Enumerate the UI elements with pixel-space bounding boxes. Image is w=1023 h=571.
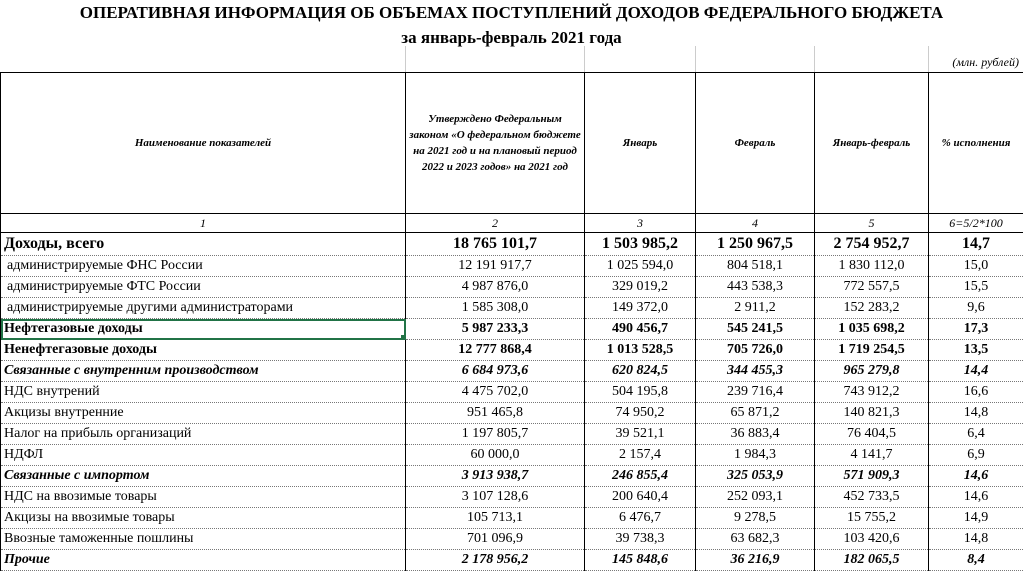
row-name-cell[interactable]: Акцизы на ввозимые товары (1, 508, 406, 529)
percent-cell[interactable]: 14,4 (929, 361, 1023, 382)
percent-cell[interactable]: 14,6 (929, 487, 1023, 508)
row-name-cell[interactable]: Акцизы внутренние (1, 403, 406, 424)
jan-feb-cell[interactable]: 152 283,2 (815, 298, 929, 319)
header-cell-janfeb[interactable]: Январь-февраль (815, 73, 929, 214)
february-cell[interactable]: 705 726,0 (696, 340, 815, 361)
approved-cell[interactable]: 105 713,1 (406, 508, 585, 529)
february-cell[interactable]: 36 216,9 (696, 550, 815, 571)
january-cell[interactable]: 6 476,7 (585, 508, 696, 529)
jan-feb-cell[interactable]: 4 141,7 (815, 445, 929, 466)
jan-feb-cell[interactable]: 1 830 112,0 (815, 256, 929, 277)
table-row (1, 298, 1023, 319)
header-cell-approved[interactable]: Утверждено Федеральным законом «О федеральном бюджете на 2021 год и на плановый период 2022 и 2023 годов» на 2021 год (406, 73, 585, 214)
empty-cells-area (0, 46, 1023, 72)
percent-cell[interactable]: 14,7 (929, 233, 1023, 256)
approved-cell[interactable]: 12 777 868,4 (406, 340, 585, 361)
table-row (1, 466, 1023, 487)
row-name-cell[interactable]: Ненефтегазовые доходы (1, 340, 406, 361)
row-name-cell[interactable]: Доходы, всего (1, 233, 406, 256)
row-name-cell[interactable]: Связанные с импортом (1, 466, 406, 487)
february-cell[interactable]: 239 716,4 (696, 382, 815, 403)
column-number-cell[interactable]: 5 (815, 214, 929, 233)
approved-cell[interactable]: 18 765 101,7 (406, 233, 585, 256)
revenue-table (0, 72, 1023, 571)
column-number-cell[interactable]: 3 (585, 214, 696, 233)
row-name-cell[interactable]: администрируемые другими администраторами (1, 298, 406, 319)
row-name-cell[interactable]: Нефтегазовые доходы (1, 319, 406, 340)
approved-cell[interactable]: 701 096,9 (406, 529, 585, 550)
jan-feb-cell[interactable]: 140 821,3 (815, 403, 929, 424)
approved-cell[interactable]: 951 465,8 (406, 403, 585, 424)
january-cell[interactable]: 74 950,2 (585, 403, 696, 424)
percent-cell[interactable]: 14,8 (929, 403, 1023, 424)
row-name-cell[interactable]: администрируемые ФТС России (1, 277, 406, 298)
february-cell[interactable]: 36 883,4 (696, 424, 815, 445)
february-cell[interactable]: 1 250 967,5 (696, 233, 815, 256)
percent-cell[interactable]: 15,5 (929, 277, 1023, 298)
percent-cell[interactable]: 16,6 (929, 382, 1023, 403)
percent-cell[interactable]: 6,4 (929, 424, 1023, 445)
approved-cell[interactable]: 60 000,0 (406, 445, 585, 466)
table-row (1, 508, 1023, 529)
row-name-cell[interactable]: НДФЛ (1, 445, 406, 466)
february-cell[interactable]: 252 093,1 (696, 487, 815, 508)
february-cell[interactable]: 63 682,3 (696, 529, 815, 550)
jan-feb-cell[interactable]: 772 557,5 (815, 277, 929, 298)
percent-cell[interactable]: 14,9 (929, 508, 1023, 529)
january-cell[interactable]: 1 013 528,5 (585, 340, 696, 361)
jan-feb-cell[interactable]: 965 279,8 (815, 361, 929, 382)
january-cell[interactable]: 504 195,8 (585, 382, 696, 403)
fill-handle[interactable] (401, 335, 406, 340)
approved-cell[interactable]: 4 475 702,0 (406, 382, 585, 403)
table-row (1, 529, 1023, 550)
report-title: ОПЕРАТИВНАЯ ИНФОРМАЦИЯ ОБ ОБЪЕМАХ ПОСТУПЛЕНИЙ ДОХОДОВ ФЕДЕРАЛЬНОГО БЮДЖЕТА (79, 3, 944, 22)
table-row (1, 340, 1023, 361)
february-cell[interactable]: 325 053,9 (696, 466, 815, 487)
table-row (1, 403, 1023, 424)
approved-cell[interactable]: 3 107 128,6 (406, 487, 585, 508)
table-row (1, 382, 1023, 403)
february-cell[interactable]: 65 871,2 (696, 403, 815, 424)
table-row (1, 487, 1023, 508)
row-name-cell[interactable]: Ввозные таможенные пошлины (1, 529, 406, 550)
february-cell[interactable]: 1 984,3 (696, 445, 815, 466)
table-row (1, 256, 1023, 277)
january-cell[interactable]: 246 855,4 (585, 466, 696, 487)
approved-cell[interactable]: 4 987 876,0 (406, 277, 585, 298)
january-cell[interactable]: 620 824,5 (585, 361, 696, 382)
header-row (1, 73, 1023, 214)
approved-cell[interactable]: 12 191 917,7 (406, 256, 585, 277)
percent-cell[interactable]: 9,6 (929, 298, 1023, 319)
percent-cell[interactable]: 13,5 (929, 340, 1023, 361)
february-cell[interactable]: 804 518,1 (696, 256, 815, 277)
header-cell-jan[interactable]: Январь (585, 73, 696, 214)
jan-feb-cell[interactable]: 103 420,6 (815, 529, 929, 550)
january-cell[interactable]: 329 019,2 (585, 277, 696, 298)
report-subtitle: за январь-февраль 2021 года (401, 28, 622, 47)
jan-feb-cell[interactable]: 15 755,2 (815, 508, 929, 529)
percent-cell[interactable]: 8,4 (929, 550, 1023, 571)
approved-cell[interactable]: 5 987 233,3 (406, 319, 585, 340)
table-row (1, 550, 1023, 571)
column-number-cell[interactable]: 6=5/2*100 (929, 214, 1023, 233)
table-row (1, 233, 1023, 256)
percent-cell[interactable]: 17,3 (929, 319, 1023, 340)
row-name-cell[interactable]: Налог на прибыль организаций (1, 424, 406, 445)
jan-feb-cell[interactable]: 571 909,3 (815, 466, 929, 487)
approved-cell[interactable]: 2 178 956,2 (406, 550, 585, 571)
january-cell[interactable]: 2 157,4 (585, 445, 696, 466)
approved-cell[interactable]: 1 585 308,0 (406, 298, 585, 319)
table-row (1, 424, 1023, 445)
column-number-cell[interactable]: 2 (406, 214, 585, 233)
january-cell[interactable]: 145 848,6 (585, 550, 696, 571)
row-name-cell[interactable]: НДС на ввозимые товары (1, 487, 406, 508)
column-number-row (1, 214, 1023, 233)
february-cell[interactable]: 2 911,2 (696, 298, 815, 319)
percent-cell[interactable]: 14,8 (929, 529, 1023, 550)
january-cell[interactable]: 490 456,7 (585, 319, 696, 340)
percent-cell[interactable]: 15,0 (929, 256, 1023, 277)
percent-cell[interactable]: 6,9 (929, 445, 1023, 466)
table-row (1, 319, 1023, 340)
approved-cell[interactable]: 6 684 973,6 (406, 361, 585, 382)
units-label: (млн. рублей) (952, 55, 1019, 69)
header-cell-pct[interactable]: % исполнения (929, 73, 1023, 214)
jan-feb-cell[interactable]: 76 404,5 (815, 424, 929, 445)
table-row (1, 361, 1023, 382)
january-cell[interactable]: 1 503 985,2 (585, 233, 696, 256)
january-cell[interactable]: 200 640,4 (585, 487, 696, 508)
column-number-cell[interactable]: 1 (1, 214, 406, 233)
february-cell[interactable]: 545 241,5 (696, 319, 815, 340)
column-number-cell[interactable]: 4 (696, 214, 815, 233)
february-cell[interactable]: 344 455,3 (696, 361, 815, 382)
header-cell-feb[interactable]: Февраль (696, 73, 815, 214)
jan-feb-cell[interactable]: 2 754 952,7 (815, 233, 929, 256)
jan-feb-cell[interactable]: 452 733,5 (815, 487, 929, 508)
row-name-cell[interactable]: Прочие (1, 550, 406, 571)
approved-cell[interactable]: 3 913 938,7 (406, 466, 585, 487)
jan-feb-cell[interactable]: 182 065,5 (815, 550, 929, 571)
january-cell[interactable]: 149 372,0 (585, 298, 696, 319)
january-cell[interactable]: 39 521,1 (585, 424, 696, 445)
row-name-cell[interactable]: НДС внутрений (1, 382, 406, 403)
table-row (1, 277, 1023, 298)
header-cell-name[interactable]: Наименование показателей (1, 73, 406, 214)
jan-feb-cell[interactable]: 743 912,2 (815, 382, 929, 403)
row-name-cell[interactable]: администрируемые ФНС России (1, 256, 406, 277)
february-cell[interactable]: 9 278,5 (696, 508, 815, 529)
approved-cell[interactable]: 1 197 805,7 (406, 424, 585, 445)
percent-cell[interactable]: 14,6 (929, 466, 1023, 487)
january-cell[interactable]: 39 738,3 (585, 529, 696, 550)
jan-feb-cell[interactable]: 1 719 254,5 (815, 340, 929, 361)
january-cell[interactable]: 1 025 594,0 (585, 256, 696, 277)
jan-feb-cell[interactable]: 1 035 698,2 (815, 319, 929, 340)
table-row (1, 445, 1023, 466)
row-name-cell[interactable]: Связанные с внутренним производством (1, 361, 406, 382)
february-cell[interactable]: 443 538,3 (696, 277, 815, 298)
